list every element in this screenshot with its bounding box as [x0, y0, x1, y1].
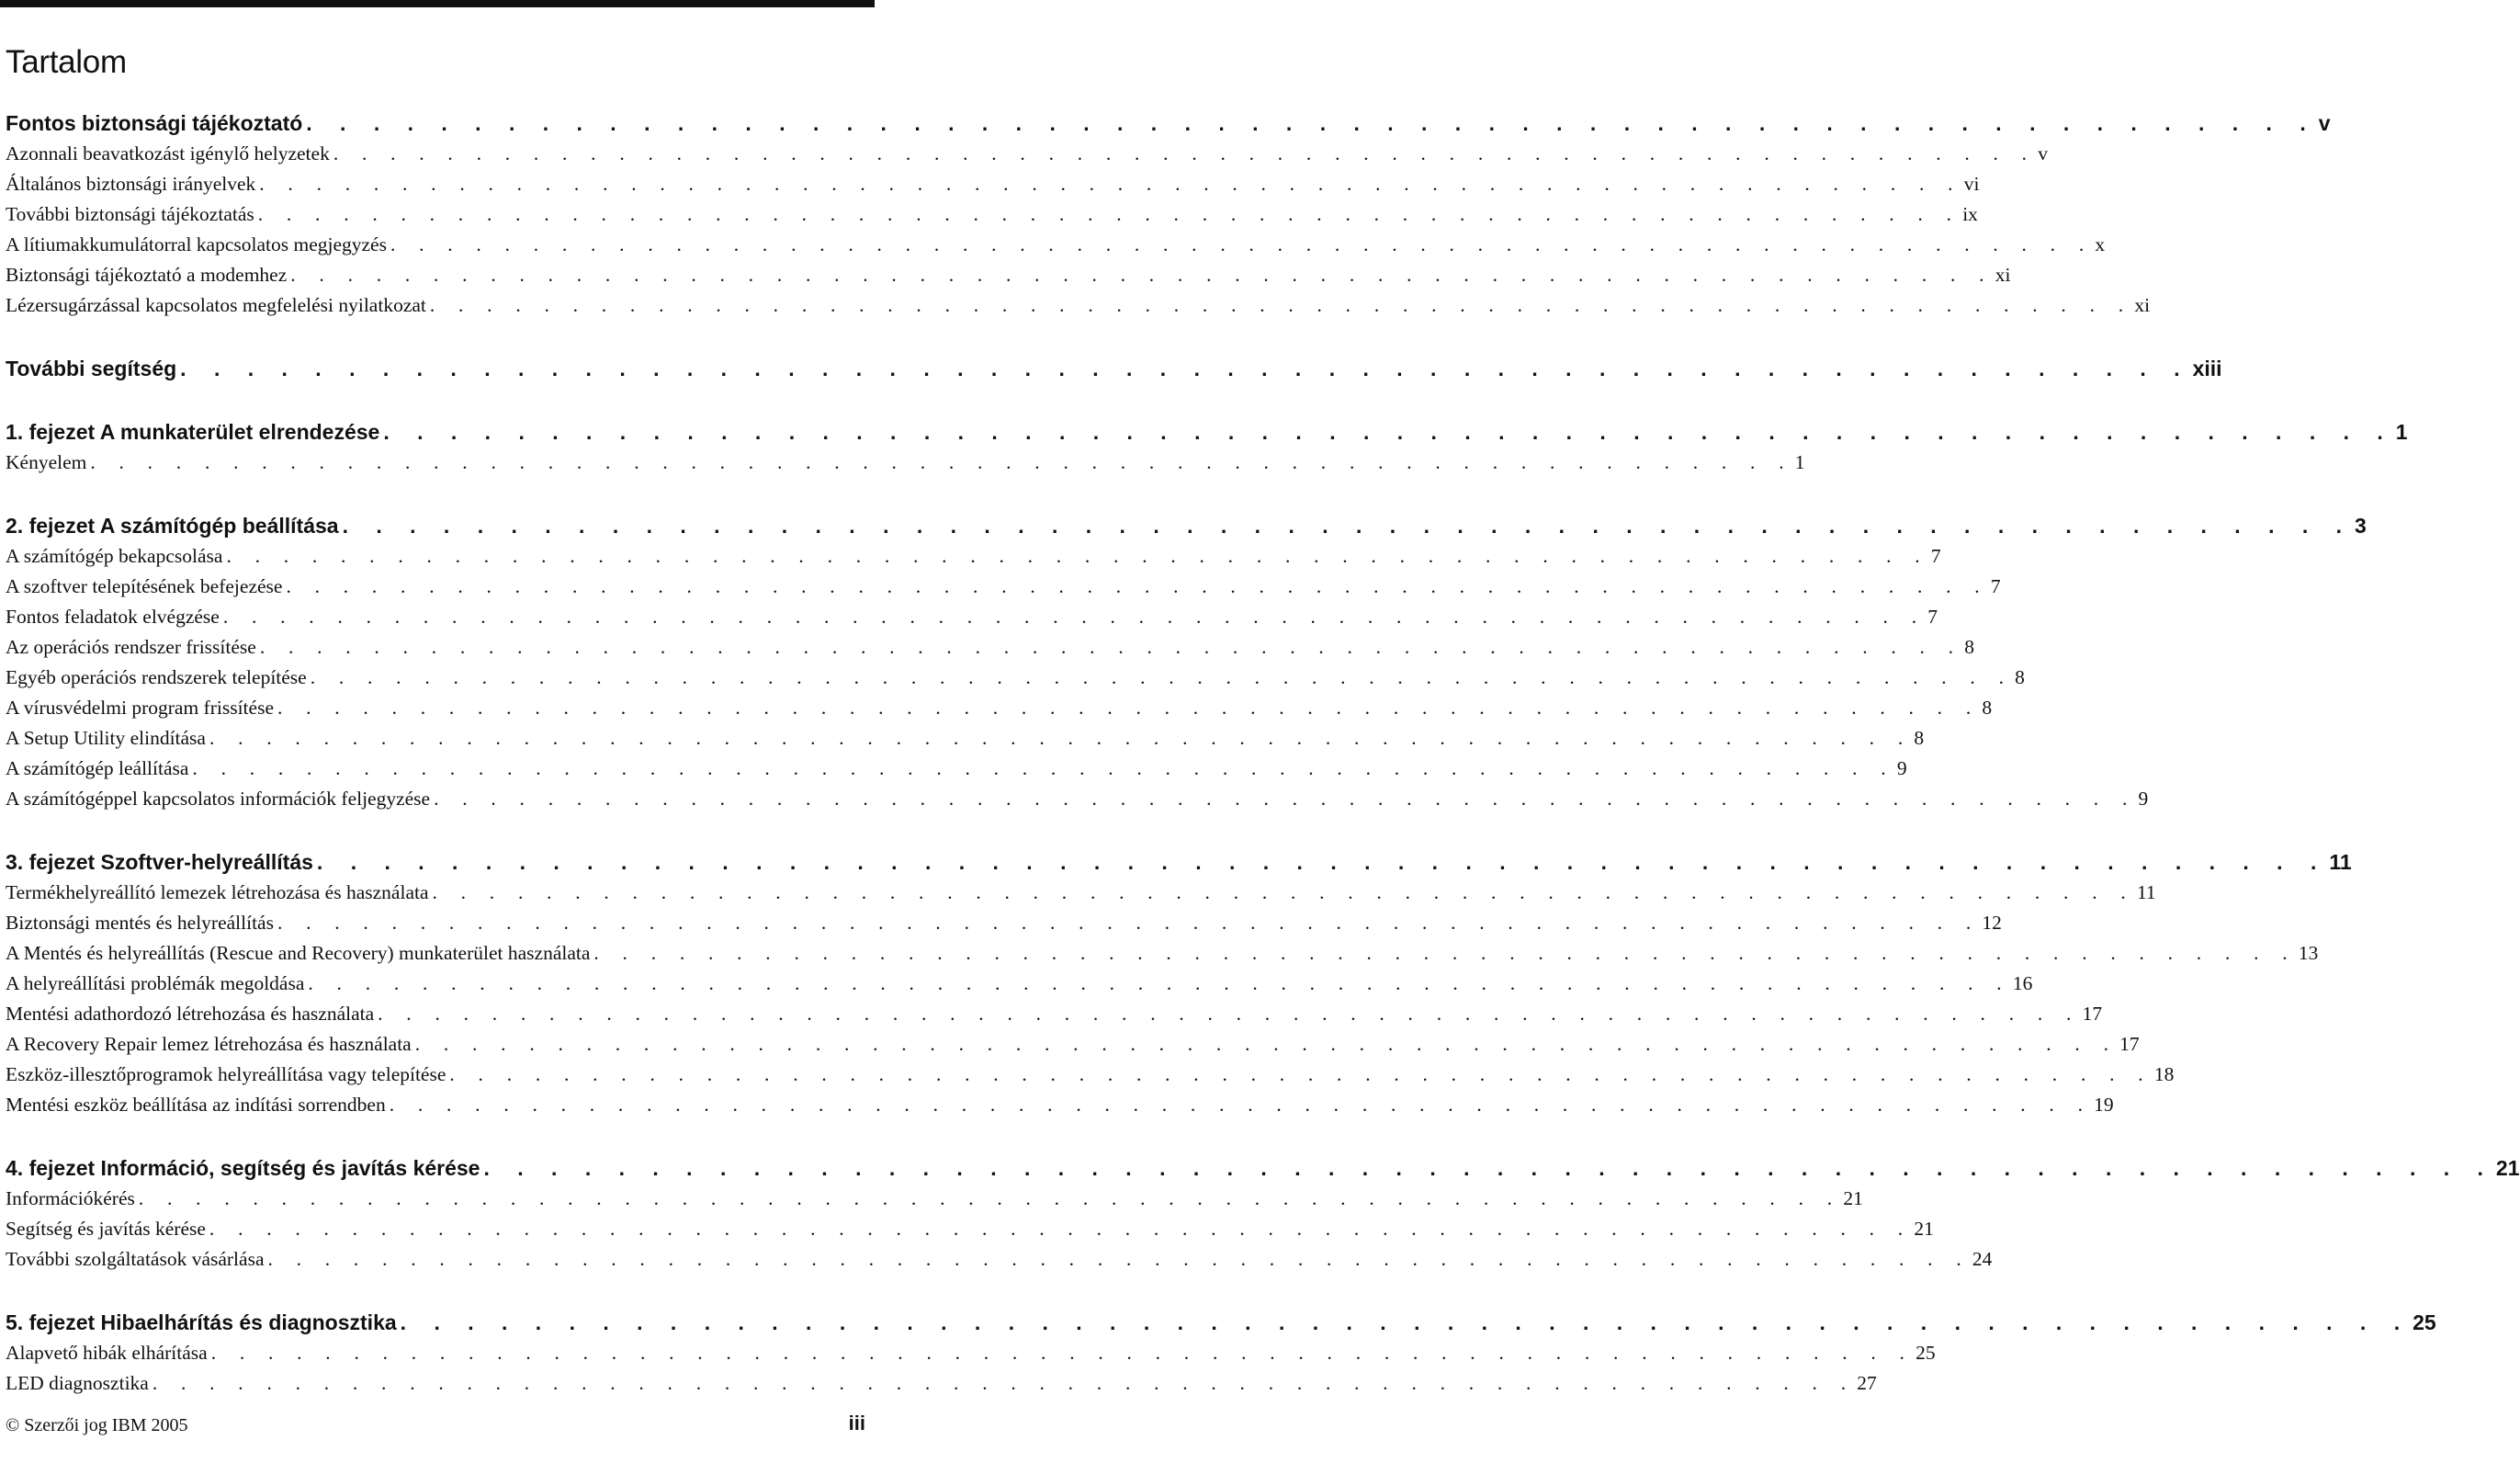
toc-entry-page: 17: [2082, 1003, 2103, 1025]
toc-entry-title: További szolgáltatások vásárlása: [6, 1248, 265, 1270]
toc-item[interactable]: [6, 448, 1805, 478]
toc-entry-page: 7: [1930, 545, 1941, 567]
dot-leader: . . . . . . . . . . . . . . . . . . . . . . . . . . . . . . . . . . . . . . . . . . . . . . . . . . . . . . . . . . . .: [267, 1248, 1971, 1270]
toc-item[interactable]: [6, 632, 1975, 663]
toc-entry-page: vi: [1963, 173, 1980, 195]
toc-entry-page: 8: [2015, 666, 2025, 688]
toc-entry-page: xiii: [2192, 357, 2222, 380]
toc-entry-title: Általános biztonsági irányelvek: [6, 173, 256, 195]
dot-leader: . . . . . . . . . . . . . . . . . . . . . . . . . . . . . . . . . . . . . . . . . . . . . . . . . . . . . . . . . . . .: [209, 1218, 1913, 1240]
dot-leader: . . . . . . . . . . . . . . . . . . . . . . . . . . . . . . . . . . . . . . . . . . . . . . . . . . . . . . . . . . . .: [342, 514, 2354, 538]
toc-entry-title: A helyreállítási problémák megoldása: [6, 972, 305, 994]
dot-leader: . . . . . . . . . . . . . . . . . . . . . . . . . . . . . . . . . . . . . . . . . . . . . . . . . . . . . . . . . . . .: [259, 173, 1962, 195]
toc-section: [6, 847, 2352, 1120]
toc-entry-title: Fontos feladatok elvégzése: [6, 606, 220, 628]
toc-section-heading[interactable]: [6, 847, 2352, 878]
toc-entry-title: További biztonsági tájékoztatás: [6, 203, 254, 225]
dot-leader: . . . . . . . . . . . . . . . . . . . . . . . . . . . . . . . . . . . . . . . . . . . . . . . . . . . . . . . . . . . .: [192, 757, 1895, 779]
copyright-notice: © Szerzői jog IBM 2005: [6, 1415, 188, 1435]
dot-leader: . . . . . . . . . . . . . . . . . . . . . . . . . . . . . . . . . . . . . . . . . . . . . . . . . . . . . . . . . . . .: [257, 203, 1961, 225]
dot-leader: . . . . . . . . . . . . . . . . . . . . . . . . . . . . . . . . . . . . . . . . . . . . . . . . . . . . . . . . . . . .: [209, 727, 1913, 749]
dot-leader: . . . . . . . . . . . . . . . . . . . . . . . . . . . . . . . . . . . . . . . . . . . . . . . . . . . . . . . . . . . .: [390, 233, 2094, 255]
toc-item[interactable]: [6, 199, 1978, 230]
dot-leader: . . . . . . . . . . . . . . . . . . . . . . . . . . . . . . . . . . . . . . . . . . . . . . . . . . . . . . . . . . . .: [414, 1033, 2119, 1055]
toc-entry-title: Termékhelyreállító lemezek létrehozása és használata: [6, 881, 429, 903]
page-footer: [6, 1412, 865, 1443]
toc-entry-title: A Setup Utility elindítása: [6, 727, 206, 749]
toc-item[interactable]: [6, 1214, 1934, 1244]
toc-entry-page: 13: [2298, 942, 2319, 964]
toc-entry-title: LED diagnosztika: [6, 1372, 149, 1394]
toc-entry-page: 16: [2012, 972, 2033, 994]
toc-entry-page: 19: [2094, 1094, 2114, 1116]
toc-item[interactable]: [6, 290, 2151, 321]
toc-item[interactable]: [6, 1060, 2175, 1090]
toc-entry-title: Segítség és javítás kérése: [6, 1218, 206, 1240]
toc-section: [6, 511, 2367, 814]
dot-leader: . . . . . . . . . . . . . . . . . . . . . . . . . . . . . . . . . . . . . . . . . . . . . . . . . . . . . . . . . . . .: [389, 1094, 2093, 1116]
toc-item[interactable]: [6, 1184, 1863, 1214]
dot-leader: . . . . . . . . . . . . . . . . . . . . . . . . . . . . . . . . . . . . . . . . . . . . . . . . . . . . . . . . . . . .: [333, 142, 2037, 164]
toc-item[interactable]: [6, 938, 2319, 969]
toc-entry-title: 2. fejezet A számítógép beállítása: [6, 514, 339, 538]
toc-entry-title: 3. fejezet Szoftver-helyreállítás: [6, 850, 313, 874]
toc-entry-title: Alapvető hibák elhárítása: [6, 1342, 208, 1364]
toc-section: [6, 1308, 2436, 1399]
toc-entry-page: 1: [2395, 420, 2408, 444]
toc-entry-title: További segítség: [6, 357, 177, 380]
toc-item[interactable]: [6, 541, 1941, 572]
dot-leader: . . . . . . . . . . . . . . . . . . . . . . . . . . . . . . . . . . . . . . . . . . . . . . . . . . . . . . . . . . . .: [222, 606, 1927, 628]
toc-section-heading[interactable]: [6, 417, 2408, 448]
dot-leader: . . . . . . . . . . . . . . . . . . . . . . . . . . . . . . . . . . . . . . . . . . . . . . . . . . . . . . . . . . . .: [378, 1003, 2081, 1025]
dot-leader: . . . . . . . . . . . . . . . . . . . . . . . . . . . . . . . . . . . . . . . . . . . . . . . . . . . . . . . . . . . .: [308, 972, 2011, 994]
toc-entry-page: 24: [1972, 1248, 1993, 1270]
toc-item[interactable]: [6, 693, 1993, 723]
toc-entry-title: Fontos biztonsági tájékoztató: [6, 111, 303, 135]
toc-entry-page: 17: [2119, 1033, 2140, 1055]
toc-entry-page: 7: [1990, 575, 2001, 597]
toc-item[interactable]: [6, 754, 1907, 784]
toc-entry-page: v: [2038, 142, 2049, 164]
dot-leader: . . . . . . . . . . . . . . . . . . . . . . . . . . . . . . . . . . . . . . . . . . . . . . . . . . . . . . . . . . . .: [277, 697, 1981, 719]
top-rule: [0, 0, 875, 7]
toc-section-heading[interactable]: [6, 354, 2222, 384]
dot-leader: . . . . . . . . . . . . . . . . . . . . . . . . . . . . . . . . . . . . . . . . . . . . . . . . . . . . . . . . . . . .: [593, 942, 2297, 964]
toc-entry-page: xi: [1995, 264, 2011, 286]
toc-entry-page: 11: [2329, 850, 2352, 874]
toc-entry-page: 8: [1914, 727, 1925, 749]
toc-section: [6, 1153, 2520, 1275]
toc-entry-title: 5. fejezet Hibaelhárítás és diagnosztika: [6, 1310, 397, 1334]
toc-item[interactable]: [6, 572, 2001, 602]
toc-entry-title: A szoftver telepítésének befejezése: [6, 575, 283, 597]
dot-leader: . . . . . . . . . . . . . . . . . . . . . . . . . . . . . . . . . . . . . . . . . . . . . . . . . . . . . . . . . . . .: [432, 881, 2135, 903]
dot-leader: . . . . . . . . . . . . . . . . . . . . . . . . . . . . . . . . . . . . . . . . . . . . . . . . . . . . . . . . . . . .: [383, 420, 2394, 444]
toc-item[interactable]: [6, 139, 2049, 169]
toc-entry-title: A Mentés és helyreállítás (Rescue and Recovery) munkaterület használata: [6, 942, 591, 964]
toc-entry-title: Azonnali beavatkozást igénylő helyzetek: [6, 142, 330, 164]
toc-item[interactable]: [6, 1029, 2140, 1060]
toc-entry-page: 3: [2355, 514, 2367, 538]
toc-entry-title: 1. fejezet A munkaterület elrendezése: [6, 420, 380, 444]
toc-entry-page: 9: [1896, 757, 1907, 779]
dot-leader: . . . . . . . . . . . . . . . . . . . . . . . . . . . . . . . . . . . . . . . . . . . . . . . . . . . . . . . . . . . .: [434, 788, 2137, 810]
toc-item[interactable]: [6, 260, 2011, 290]
toc-entry-page: 8: [1964, 636, 1975, 658]
toc-item[interactable]: [6, 663, 2025, 693]
dot-leader: . . . . . . . . . . . . . . . . . . . . . . . . . . . . . . . . . . . . . . . . . . . . . . . . . . . . . . . . . . . .: [310, 666, 2014, 688]
toc-item[interactable]: [6, 1338, 1936, 1368]
toc-entry-page: 18: [2153, 1063, 2175, 1085]
toc-item[interactable]: [6, 1368, 1877, 1399]
toc-entry-title: A Recovery Repair lemez létrehozása és használata: [6, 1033, 412, 1055]
toc-item[interactable]: [6, 1090, 2114, 1120]
toc-entry-title: A számítógép bekapcsolása: [6, 545, 223, 567]
toc-entry-page: 21: [2495, 1156, 2520, 1180]
dot-leader: . . . . . . . . . . . . . . . . . . . . . . . . . . . . . . . . . . . . . . . . . . . . . . . . . . . . . . . . . . . .: [152, 1372, 1856, 1394]
toc-entry-title: 4. fejezet Információ, segítség és javítás kérése: [6, 1156, 480, 1180]
toc-section: [6, 108, 2331, 321]
dot-leader: . . . . . . . . . . . . . . . . . . . . . . . . . . . . . . . . . . . . . . . . . . . . . . . . . . . . . . . . . . . .: [286, 575, 1989, 597]
toc-section-heading[interactable]: [6, 1153, 2520, 1184]
toc-entry-title: Kényelem: [6, 451, 87, 473]
dot-leader: . . . . . . . . . . . . . . . . . . . . . . . . . . . . . . . . . . . . . . . . . . . . . . . . . . . . . . . . . . . .: [277, 912, 1981, 934]
dot-leader: . . . . . . . . . . . . . . . . . . . . . . . . . . . . . . . . . . . . . . . . . . . . . . . . . . . . . . . . . . . .: [483, 1156, 2494, 1180]
toc-item[interactable]: [6, 1244, 1993, 1275]
toc-entry-title: A vírusvédelmi program frissítése: [6, 697, 274, 719]
toc-entry-page: v: [2318, 111, 2331, 135]
toc-entry-page: 9: [2138, 788, 2149, 810]
toc-entry-title: Biztonsági tájékoztató a modemhez: [6, 264, 288, 286]
toc-entry-page: 8: [1982, 697, 1993, 719]
dot-leader: . . . . . . . . . . . . . . . . . . . . . . . . . . . . . . . . . . . . . . . . . . . . . . . . . . . . . . . . . . . .: [180, 357, 2191, 380]
toc-item[interactable]: [6, 602, 1938, 632]
toc-section-heading[interactable]: [6, 108, 2331, 139]
toc-item[interactable]: [6, 908, 2002, 938]
toc-entry-title: Eszköz-illesztőprogramok helyreállítása vagy telepítése: [6, 1063, 446, 1085]
toc-entry-title: A lítiumakkumulátorral kapcsolatos megjegyzés: [6, 233, 387, 255]
toc-item[interactable]: [6, 969, 2033, 999]
dot-leader: . . . . . . . . . . . . . . . . . . . . . . . . . . . . . . . . . . . . . . . . . . . . . . . . . . . . . . . . . . . .: [210, 1342, 1915, 1364]
toc-item[interactable]: [6, 999, 2103, 1029]
toc-entry-page: 25: [1915, 1342, 1936, 1364]
page-number: iii: [848, 1412, 865, 1435]
toc-entry-page: 11: [2136, 881, 2156, 903]
page-title: Tartalom: [6, 44, 127, 80]
toc-section: [6, 417, 2408, 478]
toc-section: [6, 354, 2222, 384]
toc-entry-title: A számítógéppel kapcsolatos információk feljegyzése: [6, 788, 431, 810]
toc-entry-page: xi: [2134, 294, 2151, 316]
toc-entry-title: Az operációs rendszer frissítése: [6, 636, 256, 658]
toc-entry-title: Biztonsági mentés és helyreállítás: [6, 912, 274, 934]
toc-entry-title: A számítógép leállítása: [6, 757, 189, 779]
toc-entry-title: Mentési adathordozó létrehozása és használata: [6, 1003, 375, 1025]
toc-item[interactable]: [6, 784, 2149, 814]
dot-leader: . . . . . . . . . . . . . . . . . . . . . . . . . . . . . . . . . . . . . . . . . . . . . . . . . . . . . . . . . . . .: [400, 1310, 2412, 1334]
toc-item[interactable]: [6, 878, 2156, 908]
toc-item[interactable]: [6, 230, 2106, 260]
toc-section-heading[interactable]: [6, 511, 2367, 541]
toc-entry-page: 21: [1843, 1187, 1863, 1209]
toc-entry-page: 1: [1794, 451, 1805, 473]
toc-entry-title: Egyéb operációs rendszerek telepítése: [6, 666, 307, 688]
dot-leader: . . . . . . . . . . . . . . . . . . . . . . . . . . . . . . . . . . . . . . . . . . . . . . . . . . . . . . . . . . . .: [138, 1187, 1842, 1209]
dot-leader: . . . . . . . . . . . . . . . . . . . . . . . . . . . . . . . . . . . . . . . . . . . . . . . . . . . . . . . . . . . .: [90, 451, 1793, 473]
toc-item[interactable]: [6, 723, 1925, 754]
toc-entry-page: ix: [1962, 203, 1978, 225]
toc-entry-page: x: [2095, 233, 2106, 255]
dot-leader: . . . . . . . . . . . . . . . . . . . . . . . . . . . . . . . . . . . . . . . . . . . . . . . . . . . . . . . . . . . .: [316, 850, 2328, 874]
dot-leader: . . . . . . . . . . . . . . . . . . . . . . . . . . . . . . . . . . . . . . . . . . . . . . . . . . . . . . . . . . . .: [449, 1063, 2153, 1085]
toc-entry-page: 21: [1914, 1218, 1934, 1240]
dot-leader: . . . . . . . . . . . . . . . . . . . . . . . . . . . . . . . . . . . . . . . . . . . . . . . . . . . . . . . . . . . .: [226, 545, 1929, 567]
toc-entry-title: Mentési eszköz beállítása az indítási sorrendben: [6, 1094, 386, 1116]
toc-item[interactable]: [6, 169, 1980, 199]
toc-entry-page: 7: [1927, 606, 1938, 628]
toc-entry-title: Lézersugárzással kapcsolatos megfelelési nyilatkozat: [6, 294, 426, 316]
toc-section-heading[interactable]: [6, 1308, 2436, 1338]
dot-leader: . . . . . . . . . . . . . . . . . . . . . . . . . . . . . . . . . . . . . . . . . . . . . . . . . . . . . . . . . . . .: [290, 264, 1994, 286]
table-of-contents: [6, 108, 2520, 1432]
dot-leader: . . . . . . . . . . . . . . . . . . . . . . . . . . . . . . . . . . . . . . . . . . . . . . . . . . . . . . . . . . . .: [306, 111, 2317, 135]
toc-entry-page: 25: [2413, 1310, 2436, 1334]
dot-leader: . . . . . . . . . . . . . . . . . . . . . . . . . . . . . . . . . . . . . . . . . . . . . . . . . . . . . . . . . . . .: [429, 294, 2133, 316]
toc-entry-page: 27: [1857, 1372, 1877, 1394]
toc-entry-page: 12: [1982, 912, 2002, 934]
dot-leader: . . . . . . . . . . . . . . . . . . . . . . . . . . . . . . . . . . . . . . . . . . . . . . . . . . . . . . . . . . . .: [259, 636, 1963, 658]
toc-entry-title: Információkérés: [6, 1187, 135, 1209]
